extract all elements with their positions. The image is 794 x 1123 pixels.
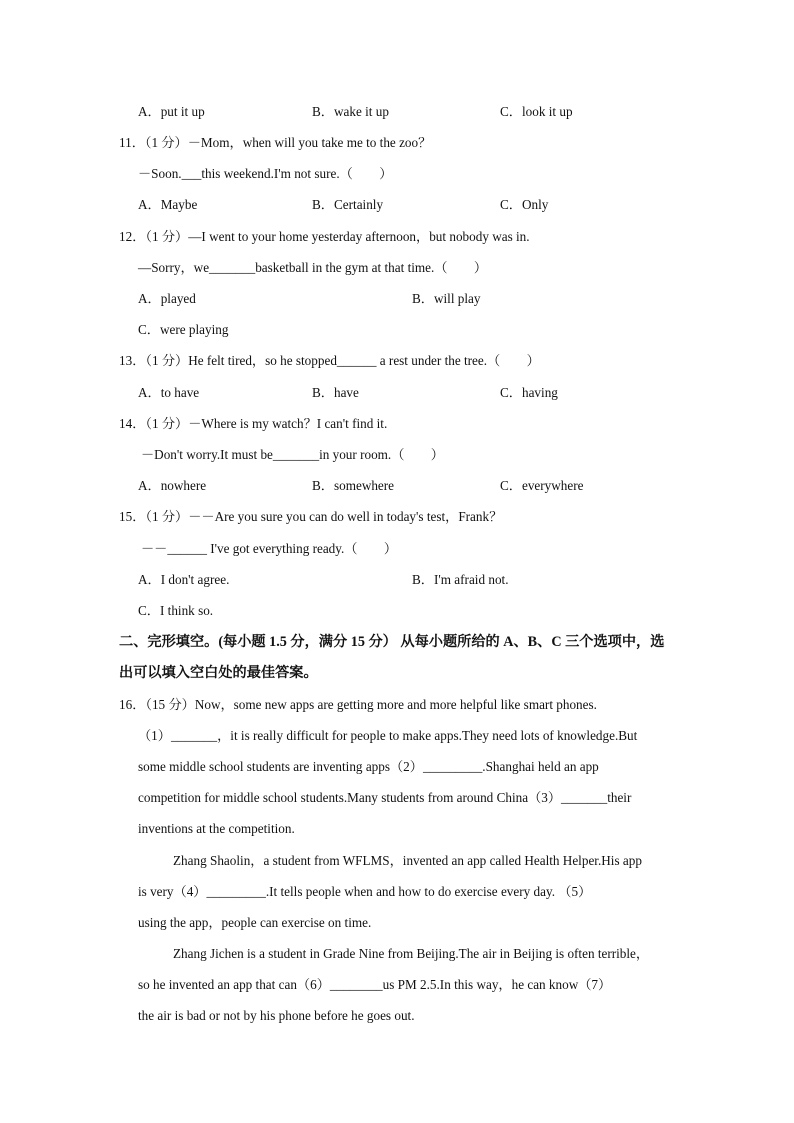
q12-option-a: A．played	[138, 291, 196, 306]
q16-p2-line2: is very（4）_________.It tells people when and how to do exercise every day. （5）	[138, 884, 592, 899]
q16-p1-line3: some middle school students are inventing apps（2）_________.Shanghai held an app	[138, 759, 599, 774]
q12-line2: —Sorry，we_______basketball in the gym at that time.（ ）	[138, 260, 488, 275]
q16-p2-line3: using the app，people can exercise on time.	[138, 915, 372, 930]
q11-stem: 11．（1 分）－Mom，when will you take me to the zoo？	[119, 135, 432, 150]
q11-line2: －Soon.___this weekend.I'm not sure.（ ）	[138, 166, 393, 181]
q14-option-b: B．somewhere	[312, 478, 395, 493]
q10-option-b: B．wake it up	[312, 104, 389, 119]
q11-option-b: B．Certainly	[312, 197, 384, 212]
q12-option-c: C．were playing	[138, 322, 229, 337]
q16-p1-line2: （1）_______，it is really difficult for people to make apps.They need lots of knowledge.But	[138, 728, 638, 743]
q10-option-c: C．look it up	[500, 104, 573, 119]
q11-option-a: A．Maybe	[138, 197, 198, 212]
q14-option-c: C．everywhere	[500, 478, 584, 493]
q12-option-b: B．will play	[412, 291, 481, 306]
section-heading-cloze: 二、完形填空。(每小题 1.5 分，满分 15 分） 从每小题所给的 A、B、C 三个选项中，选出可以填入空白处的最佳答案。	[119, 634, 665, 681]
q15-stem: 15．（1 分）－－Are you sure you can do well in today's test，Frank？	[119, 509, 503, 524]
q16-p3-line1: Zhang Jichen is a student in Grade Nine from Beijing.The air in Beijing is often terrible，	[173, 946, 650, 961]
q16-p1-line5: inventions at the competition.	[138, 821, 295, 836]
q15-option-c: C．I think so.	[138, 603, 214, 618]
q13-stem: 13．（1 分）He felt tired，so he stopped______ a rest under the tree.（ ）	[119, 353, 540, 368]
q16-p2-line1: Zhang Shaolin，a student from WFLMS，invented an app called Health Helper.His app	[173, 853, 642, 868]
q15-option-a: A．I don't agree.	[138, 572, 230, 587]
q16-p3-line3: the air is bad or not by his phone before he goes out.	[138, 1008, 415, 1023]
q14-stem: 14．（1 分）－Where is my watch？I can't find it.	[119, 416, 388, 431]
q14-option-a: A．nowhere	[138, 478, 207, 493]
q16-p3-line2: so he invented an app that can（6）________us PM 2.5.In this way，he can know（7）	[138, 977, 612, 992]
q16-p1-line4: competition for middle school students.Many students from around China（3）_______their	[138, 790, 632, 805]
q14-line2: －Don't worry.It must be_______in your room.（ ）	[141, 447, 444, 462]
q10-option-a: A．put it up	[138, 104, 205, 119]
q16-p1-line1: 16．（15 分）Now，some new apps are getting more and more helpful like smart phones.	[119, 697, 597, 712]
q15-line2: －－______ I've got everything ready.（ ）	[141, 541, 398, 556]
q15-option-b: B．I'm afraid not.	[412, 572, 509, 587]
q13-option-a: A．to have	[138, 385, 200, 400]
q12-stem: 12．（1 分）—I went to your home yesterday afternoon，but nobody was in.	[119, 229, 530, 244]
q13-option-b: B．have	[312, 385, 359, 400]
q11-option-c: C．Only	[500, 197, 549, 212]
q13-option-c: C．having	[500, 385, 558, 400]
